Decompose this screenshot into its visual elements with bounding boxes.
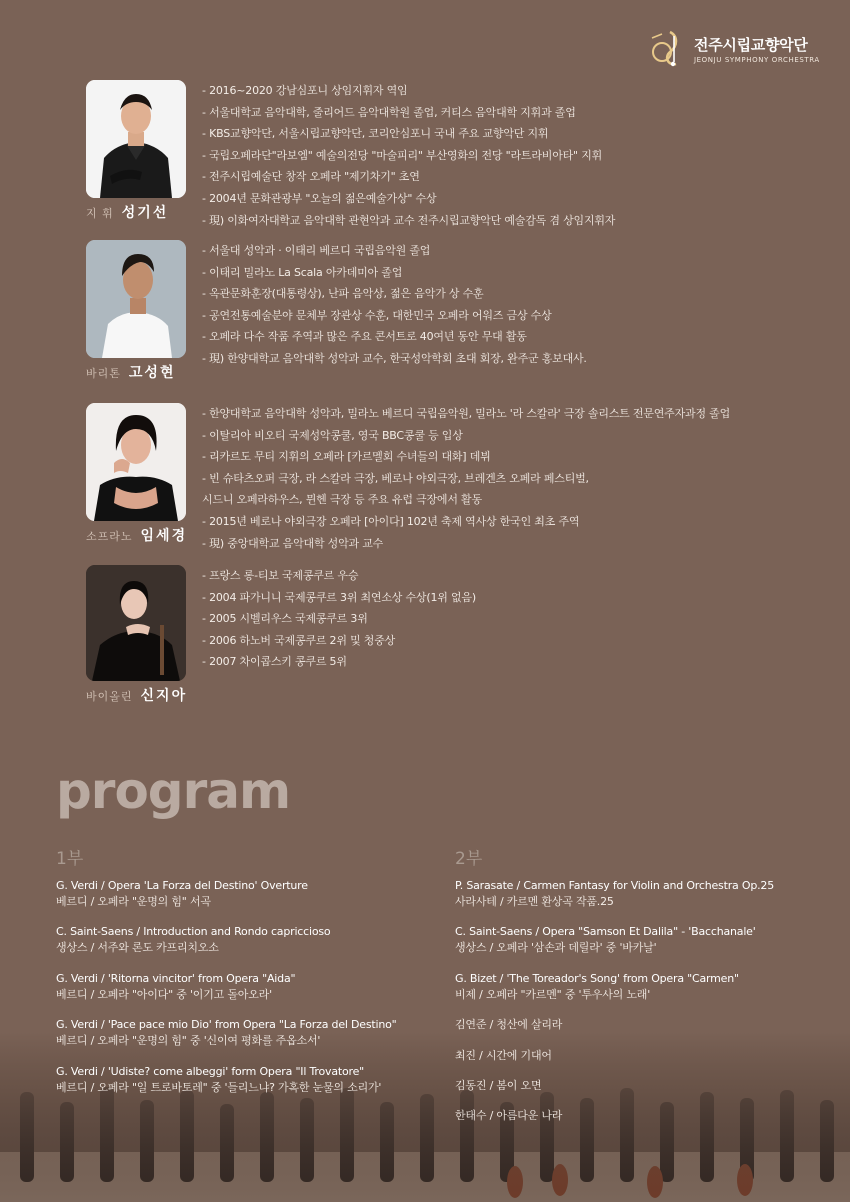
part1-program-list — [56, 878, 397, 1110]
program-item — [56, 878, 397, 910]
bio-line: - 現) 한양대학교 음악대학 성악과 교수, 한국성악학회 초대 회장, 완주군 홍보대사. — [202, 351, 587, 365]
program-item-ko: 비제 / 오페라 "카르멘" 중 '투우사의 노래' — [455, 987, 651, 1001]
bio-line: - 빈 슈타츠오퍼 극장, 라 스칼라 극장, 베로나 야외극장, 브레겐츠 오페라 페스티벌, — [202, 471, 589, 485]
bio-line: - 전주시립예술단 창작 오페라 "제기차기" 초연 — [202, 170, 420, 184]
violinist-role: 바이올린 — [86, 690, 133, 703]
program-item-ko: 한태수 / 아름다운 나라 — [455, 1109, 563, 1123]
orchestra-name-en: JEONJU SYMPHONY ORCHESTRA — [694, 56, 820, 64]
soprano-photo — [86, 403, 186, 521]
bio-line: - 2006 하노버 국제콩쿠르 2위 및 청중상 — [202, 633, 396, 647]
program-item — [56, 924, 397, 956]
soprano-name: 임세경 — [140, 528, 188, 544]
program-item-en: G. Verdi / Opera 'La Forza del Destino' Overture — [56, 879, 308, 892]
bio-line: - 2016~2020 강남심포니 상임지휘자 역임 — [202, 84, 408, 97]
program-item — [455, 1017, 774, 1033]
program-item-en: G. Verdi / 'Udiste? come albeggi' form Opera "Il Trovatore" — [56, 1064, 365, 1078]
baritone-name: 고성현 — [128, 365, 176, 381]
conductor-role: 지 휘 — [86, 207, 114, 220]
program-item-ko: 김동진 / 봄이 오면 — [455, 1078, 542, 1092]
program-title: program — [56, 762, 291, 820]
bio-line: - 이탈리아 비오티 국제성악콩쿨, 영국 BBC콩쿨 등 입상 — [202, 428, 463, 442]
program-item — [455, 1048, 774, 1064]
violinist-photo — [86, 565, 186, 681]
program-item-ko: 사라사테 / 카르멘 환상곡 작품.25 — [455, 895, 614, 908]
program-item-en: G. Bizet / 'The Toreador's Song' from Opera "Carmen" — [455, 971, 739, 985]
program-item — [56, 1064, 397, 1096]
program-item-ko: 베르디 / 오페라 "일 트로바토레" 중 '들리느냐? 가혹한 눈물의 소리가' — [56, 1080, 382, 1094]
bio-line: - 이태리 밀라노 La Scala 아카데미아 졸업 — [202, 265, 403, 279]
conductor-role-line — [86, 202, 168, 222]
conductor-photo — [86, 80, 186, 198]
bio-line: 시드니 오페라하우스, 뮌헨 극장 등 주요 유럽 극장에서 활동 — [202, 493, 482, 507]
bio-line: - 오페라 다수 작품 주역과 많은 주요 콘서트로 40여년 동안 무대 활동 — [202, 330, 527, 344]
bio-line: - 2005 시벨리우스 국제콩쿠르 3위 — [202, 612, 368, 626]
program-item-ko: 김연준 / 청산에 살리라 — [455, 1018, 563, 1032]
program-item-en: G. Verdi / 'Pace pace mio Dio' from Opera "La Forza del Destino" — [56, 1018, 397, 1032]
conductor-bio — [202, 80, 615, 231]
program-item — [455, 924, 774, 956]
bio-line: - 現) 중앙대학교 음악대학 성악과 교수 — [202, 536, 384, 550]
program-item — [56, 1017, 397, 1049]
program-item — [455, 971, 774, 1003]
program-item-ko: 베르디 / 오페라 "아이다" 중 '이기고 돌아오라' — [56, 987, 272, 1001]
baritone-role: 바리톤 — [86, 367, 121, 380]
violinist-name: 신지아 — [140, 688, 188, 704]
performer-violinist — [86, 565, 826, 705]
bio-line: - 現) 이화여자대학교 음악대학 관현악과 교수 전주시립교향악단 예술감독 겸 상임지휘자 — [202, 213, 616, 227]
program-item — [455, 878, 774, 910]
program-item-en: G. Verdi / 'Ritorna vincitor' from Opera "Aida" — [56, 971, 296, 985]
bio-line: - 2015년 베로나 야외극장 오페라 [아이다] 102년 축제 역사상 한국인 최초 주역 — [202, 514, 580, 528]
program-item-en: P. Sarasate / Carmen Fantasy for Violin and Orchestra Op.25 — [455, 879, 775, 892]
bio-line: - 2007 차이콥스키 콩쿠르 5위 — [202, 655, 347, 669]
violinist-role-line — [86, 685, 187, 705]
bio-line: - 서울대 성악과 · 이태리 베르디 국립음악원 졸업 — [202, 244, 431, 257]
bio-line: - 서울대학교 음악대학, 줄리어드 음악대학원 졸업, 커티스 음악대학 지휘과 졸업 — [202, 105, 576, 119]
program-item-ko: 베르디 / 오페라 "운명의 힘" 서곡 — [56, 895, 211, 908]
part1-heading: 1부 — [56, 849, 84, 869]
bio-line: - 옥관문화훈장(대통령상), 난파 음악상, 젊은 음악가 상 수훈 — [202, 287, 484, 301]
orchestra-name-ko: 전주시립교향악단 — [694, 36, 808, 54]
performer-soprano — [86, 403, 826, 550]
program-item-ko: 생상스 / 서주와 론도 카프리치오소 — [56, 941, 219, 955]
performer-conductor — [86, 80, 826, 227]
soprano-role: 소프라노 — [86, 530, 133, 543]
bio-line: - 공연전통예술분야 문체부 장관상 수훈, 대한민국 오페라 어워즈 금상 수상 — [202, 308, 552, 322]
program-item-ko: 생상스 / 오페라 '삼손과 데릴라' 중 '바카날' — [455, 941, 657, 955]
baritone-photo — [86, 240, 186, 358]
bio-line: - 2004 파가니니 국제콩쿠르 3위 최연소상 수상(1위 없음) — [202, 590, 476, 604]
bio-line: - KBS교향악단, 서울시립교향악단, 코리안심포니 국내 주요 교향악단 지휘 — [202, 127, 549, 141]
soprano-role-line — [86, 525, 187, 545]
violinist-bio — [202, 565, 476, 673]
baritone-bio — [202, 240, 587, 370]
baritone-role-line — [86, 362, 175, 382]
performer-baritone — [86, 240, 826, 380]
part2-heading: 2부 — [455, 849, 483, 869]
bio-line: - 국립오페라단"라보엠" 예술의전당 "마술피리" 부산영화의 전당 "라트라비아타" 지휘 — [202, 148, 603, 162]
orchestra-logo — [648, 28, 818, 72]
bio-line: - 한양대학교 음악대학 성악과, 밀라노 베르디 국립음악원, 밀라노 '라 스칼라' 극장 솔리스트 전문연주자과정 졸업 — [202, 407, 731, 420]
program-item — [455, 1078, 774, 1094]
treble-clef-logo-icon — [648, 28, 690, 70]
bio-line: - 리카르도 무티 지휘의 오페라 [카르멜회 수녀들의 대화] 데뷔 — [202, 450, 491, 464]
bio-line: - 2004년 문화관광부 "오늘의 젊은예술가상" 수상 — [202, 191, 437, 205]
program-item-ko: 베르디 / 오페라 "운명의 힘" 중 '신이여 평화를 주옵소서' — [56, 1034, 321, 1048]
program-item — [455, 1108, 774, 1124]
program-item-en: C. Saint-Saens / Introduction and Rondo capriccioso — [56, 925, 331, 939]
part2-program-list — [455, 878, 774, 1139]
program-item-ko: 최진 / 시간에 기대어 — [455, 1048, 552, 1062]
bio-line: - 프랑스 롱-티보 국제콩쿠르 우승 — [202, 569, 359, 582]
program-item — [56, 971, 397, 1003]
conductor-name: 성기선 — [121, 205, 169, 221]
program-item-en: C. Saint-Saens / Opera "Samson Et Dalila" - 'Bacchanale' — [455, 925, 756, 939]
soprano-bio — [202, 403, 730, 554]
